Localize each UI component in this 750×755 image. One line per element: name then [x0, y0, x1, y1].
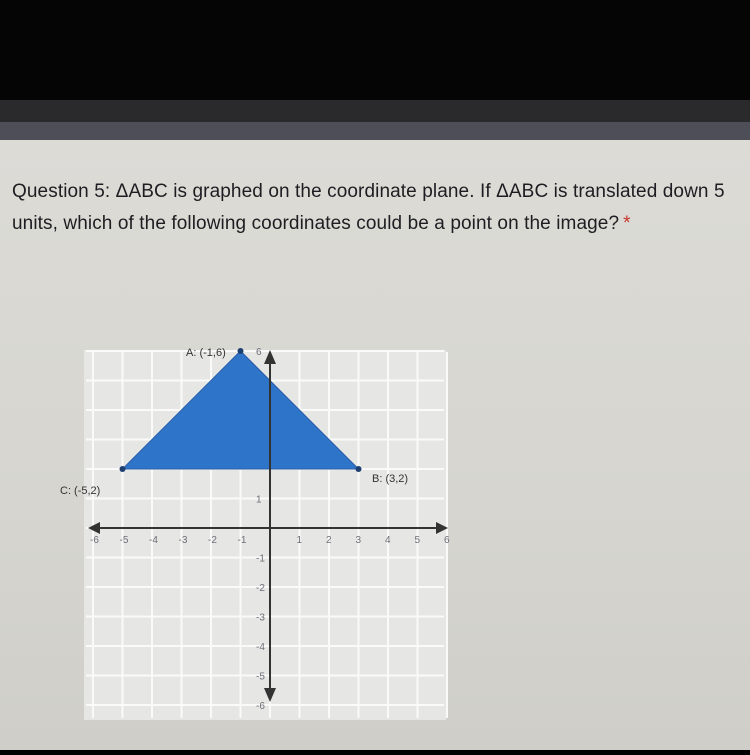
- form-header-band: [0, 100, 750, 122]
- vertex-a: [238, 348, 244, 354]
- question-body: ΔABC is graphed on the coordinate plane. If ΔABC is translated down 5 units, which of the following coordinates could be a point on the image?: [12, 181, 725, 234]
- y-tick-label: -1: [256, 553, 265, 565]
- y-tick-label: -5: [256, 671, 265, 683]
- x-tick-label: -2: [208, 535, 217, 546]
- x-tick-label: -4: [149, 535, 158, 546]
- point-c-label: C: (-5,2): [60, 485, 101, 497]
- y-tick-label: -6: [256, 701, 265, 712]
- vertex-c: [120, 466, 126, 472]
- point-b-label: B: (3,2): [372, 473, 409, 485]
- x-tick-label: -3: [178, 535, 188, 546]
- y-tick-label: 1: [256, 494, 262, 506]
- x-tick-label: 2: [326, 535, 332, 546]
- x-tick-label: 3: [355, 535, 362, 546]
- x-tick-label: -6: [90, 535, 99, 546]
- x-tick-label: 1: [296, 535, 303, 546]
- form-header-strip: [0, 122, 750, 140]
- top-dark-area: [0, 0, 750, 100]
- vertex-b: [356, 466, 362, 472]
- question-text: [12, 176, 742, 240]
- y-tick-label: 6: [256, 347, 262, 358]
- x-tick-label: 6: [444, 535, 450, 546]
- point-a-label: A: (-1,6): [186, 347, 226, 359]
- required-mark: *: [623, 213, 631, 234]
- x-tick-label: 4: [385, 535, 391, 546]
- y-tick-label: -3: [256, 612, 265, 624]
- x-tick-label: -5: [119, 535, 129, 546]
- x-tick-label: 5: [414, 535, 421, 546]
- x-tick-label: -1: [237, 535, 247, 546]
- y-tick-label: -2: [256, 583, 265, 594]
- coordinate-plane: [0, 320, 750, 750]
- question-number: Question 5:: [12, 181, 111, 202]
- coordinate-graph-image: [0, 320, 750, 750]
- y-tick-label: -4: [256, 642, 265, 653]
